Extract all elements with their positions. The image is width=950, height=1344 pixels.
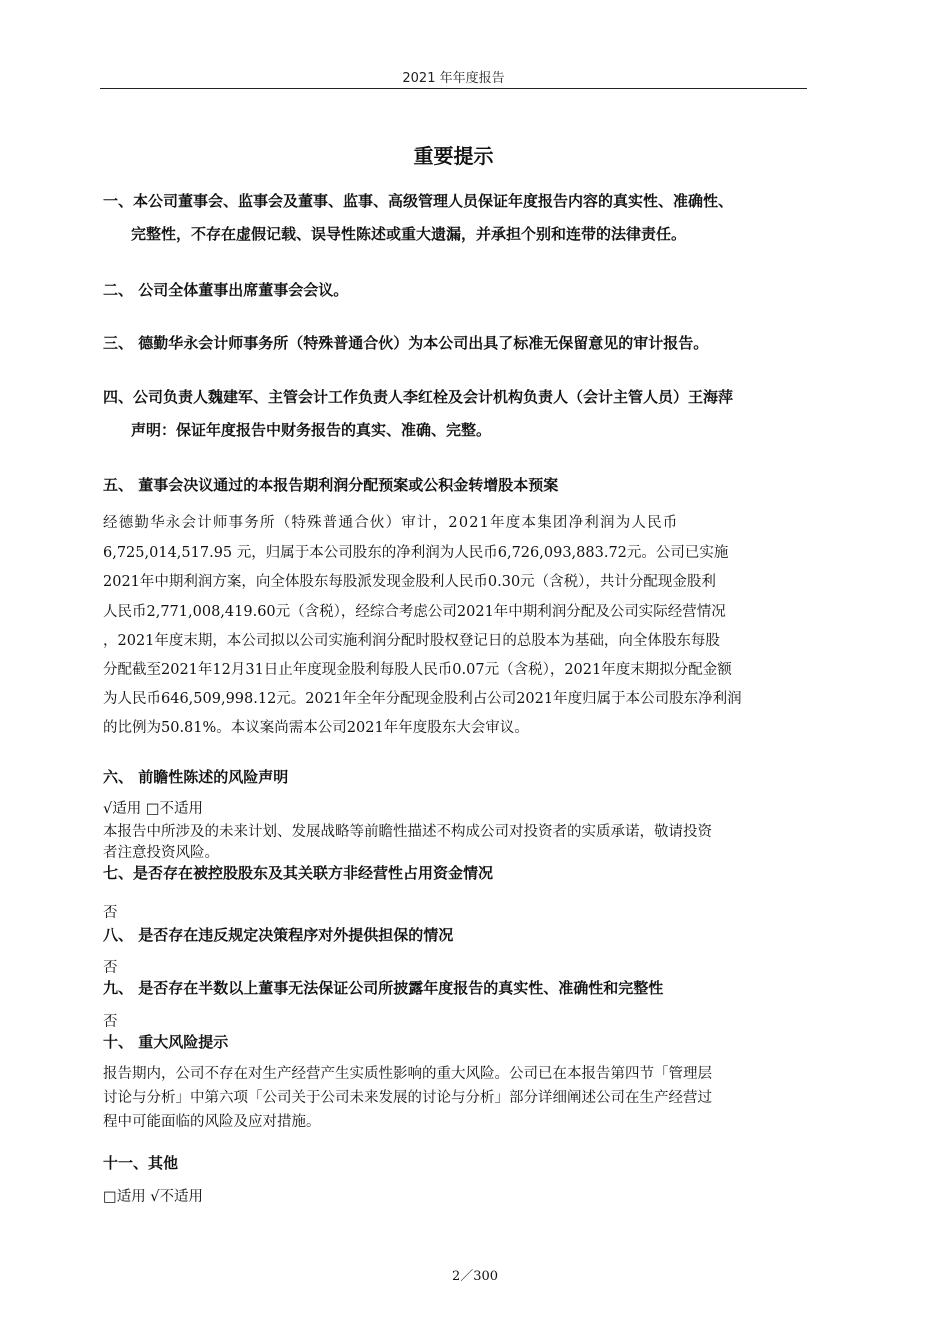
- section-5-text-6: 分配截至2021年12月31日止年度现金股利每股人民币0.07元（含税），2021年度末期拟分配金额: [103, 662, 732, 678]
- section-5-text-5: ，2021年度末期，本公司拟以公司实施利润分配时股权登记日的总股本为基础，向全体股东每股: [103, 633, 720, 649]
- section-10-text-1: 报告期内，公司不存在对生产经营产生实质性影响的重大风险。公司已在本报告第四节「管理层: [103, 1066, 712, 1082]
- page-title: 重要提示: [413, 144, 494, 168]
- section-8-heading: 八、 是否存在违反规定决策程序对外提供担保的情况: [103, 926, 454, 944]
- page-number: 2／300: [451, 1269, 499, 1284]
- section-6-text-1: 本报告中所涉及的未来计划、发展战略等前瞻性描述不构成公司对投资者的实质承诺，敬请投资: [103, 824, 712, 840]
- section-6-heading: 六、 前瞻性陈述的风险声明: [103, 768, 289, 786]
- section-7-heading: 七、是否存在被控股股东及其关联方非经营性占用资金情况: [103, 864, 494, 882]
- section-9-heading: 九、 是否存在半数以上董事无法保证公司所披露年度报告的真实性、准确性和完整性: [103, 979, 664, 997]
- section-1-line-1: 一、本公司董事会、监事会及董事、监事、高级管理人员保证年度报告内容的真实性、准确性、: [103, 192, 734, 210]
- section-3: 三、 德勤华永会计师事务所（特殊普通合伙）为本公司出具了标准无保留意见的审计报告。: [103, 334, 709, 352]
- section-11-heading: 十一、其他: [103, 1154, 179, 1172]
- section-9-answer: 否: [103, 1014, 118, 1030]
- section-5-text-2: 6,725,014,517.95 元，归属于本公司股东的净利润为人民币6,726,093,883.72元。公司已实施: [103, 545, 729, 561]
- page-header: 2021 年年度报告: [402, 71, 505, 86]
- header-divider: [100, 88, 807, 89]
- section-5-text-4: 人民币2,771,008,419.60元（含税），经综合考虑公司2021年中期利润分配及公司实际经营情况: [103, 604, 726, 620]
- section-7-answer: 否: [103, 905, 118, 921]
- section-4-line-2: 声明：保证年度报告中财务报告的真实、准确、完整。: [131, 421, 492, 439]
- section-10-text-3: 程中可能面临的风险及应对措施。: [103, 1114, 321, 1130]
- section-2: 二、 公司全体董事出席董事会会议。: [103, 281, 349, 299]
- section-4-line-1: 四、公司负责人魏建军、主管会计工作负责人李红栓及会计机构负责人（会计主管人员）王海萍: [103, 388, 734, 406]
- section-5-text-3: 2021年中期利润方案，向全体股东每股派发现金股利人民币0.30元（含税），共计分配现金股利: [103, 574, 716, 590]
- section-11-applicability: □适用 √不适用: [103, 1189, 204, 1205]
- section-5-text-1: 经德勤华永会计师事务所（特殊普通合伙）审计，2021年度本集团净利润为人民币: [103, 515, 679, 531]
- section-6-text-2: 者注意投资风险。: [103, 845, 219, 861]
- section-5-heading: 五、 董事会决议通过的本报告期利润分配预案或公积金转增股本预案: [103, 476, 559, 494]
- section-5-text-7: 为人民币646,509,998.12元。2021年全年分配现金股利占公司2021年度归属于本公司股东净利润: [103, 691, 742, 707]
- section-5-text-8: 的比例为50.81%。本议案尚需本公司2021年年度股东大会审议。: [103, 720, 529, 736]
- section-10-heading: 十、 重大风险提示: [103, 1033, 229, 1051]
- section-10-text-2: 讨论与分析」中第六项「公司关于公司未来发展的讨论与分析」部分详细阐述公司在生产经营过: [103, 1090, 712, 1106]
- section-8-answer: 否: [103, 960, 118, 976]
- section-1-line-2: 完整性，不存在虚假记载、误导性陈述或重大遗漏，并承担个别和连带的法律责任。: [131, 225, 687, 243]
- section-6-applicability: √适用 □不适用: [103, 801, 204, 817]
